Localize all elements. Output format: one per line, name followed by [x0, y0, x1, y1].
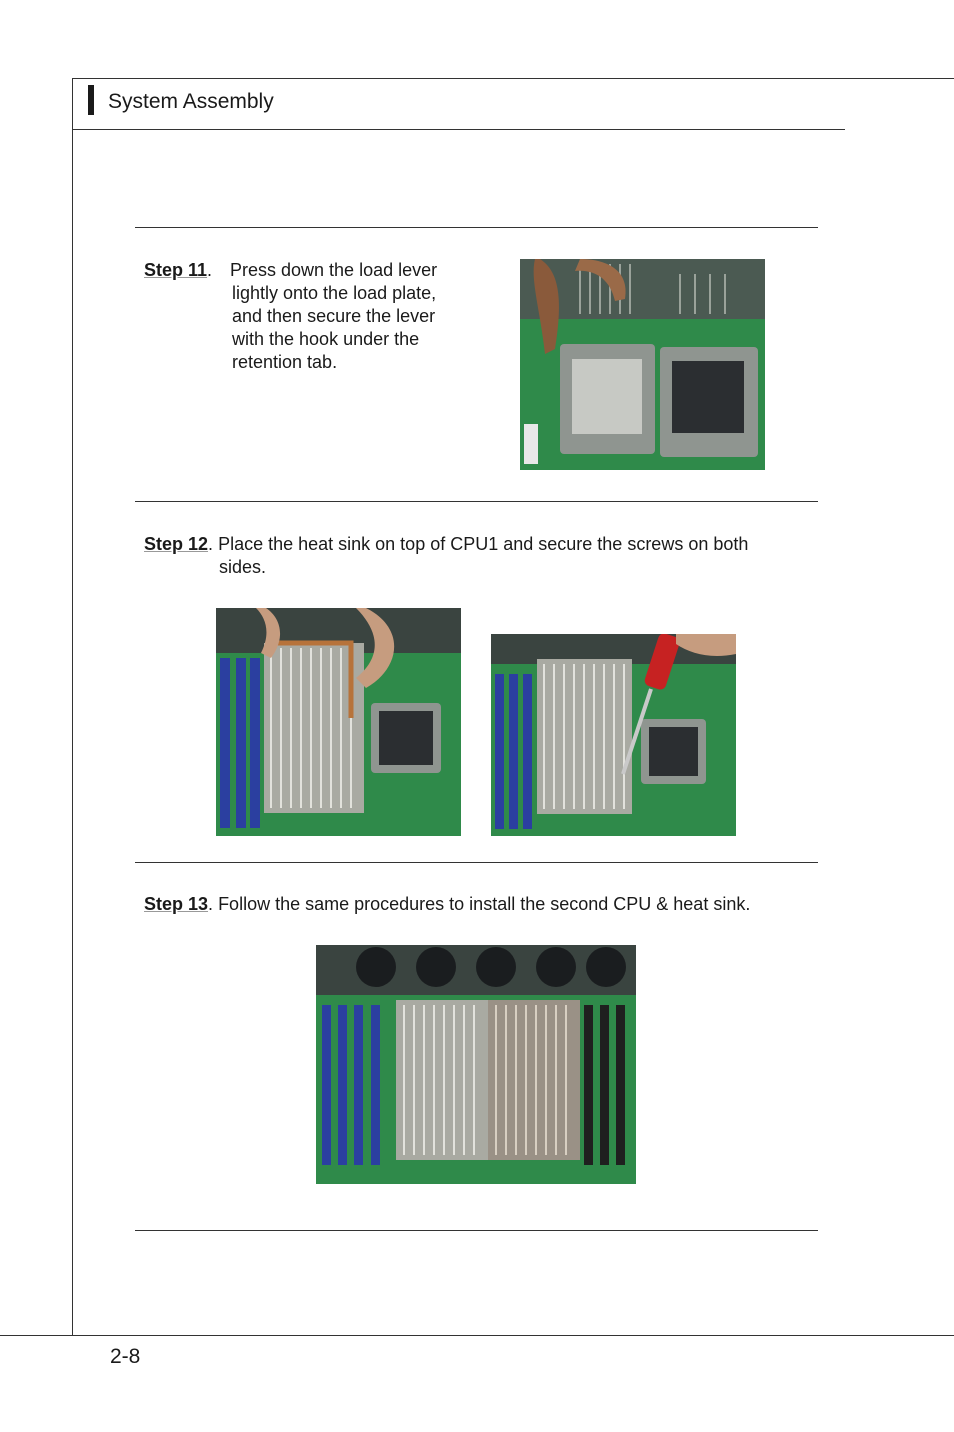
separator-1 — [135, 227, 818, 228]
step-12-line: sides. — [219, 557, 267, 577]
step-12-text — [144, 533, 814, 579]
section-marker — [88, 85, 94, 115]
step-11-heading — [144, 259, 212, 282]
separator-3 — [135, 862, 818, 863]
bottom-frame-line — [0, 1335, 954, 1336]
left-frame-line — [72, 78, 73, 1336]
page-number: 2-8 — [110, 1345, 141, 1368]
separator-4 — [135, 1230, 818, 1231]
step-11-line: retention tab. — [232, 352, 338, 372]
step-11-line: lightly onto the load plate, — [232, 283, 437, 303]
step-12-label: Step 12 — [144, 534, 209, 554]
step-12-photo-placing-heatsink — [216, 608, 461, 836]
step-11-line: with the hook under the — [232, 329, 420, 349]
step-13-separator: . — [208, 894, 214, 914]
header-underline — [72, 129, 845, 130]
step-11-photo — [520, 259, 765, 470]
step-13-label: Step 13 — [144, 894, 209, 914]
step-12-separator: . — [208, 534, 214, 554]
step-11-line: Press down the load lever — [230, 260, 438, 280]
top-frame-line — [72, 78, 954, 79]
step-13-text — [144, 893, 814, 916]
step-13-photo-both-heatsinks — [316, 945, 636, 1184]
step-11-label: Step 11 — [144, 260, 208, 280]
step-11-text — [232, 259, 482, 374]
separator-2 — [135, 501, 818, 502]
section-title: System Assembly — [108, 90, 274, 113]
step-13-line: Follow the same procedures to install the second CPU & heat sink. — [218, 894, 751, 914]
step-12-photo-securing-screws — [491, 634, 736, 836]
step-11-line: and then secure the lever — [232, 306, 436, 326]
step-12-line: Place the heat sink on top of CPU1 and secure the screws on both — [218, 534, 749, 554]
step-11-separator: . — [207, 260, 213, 280]
